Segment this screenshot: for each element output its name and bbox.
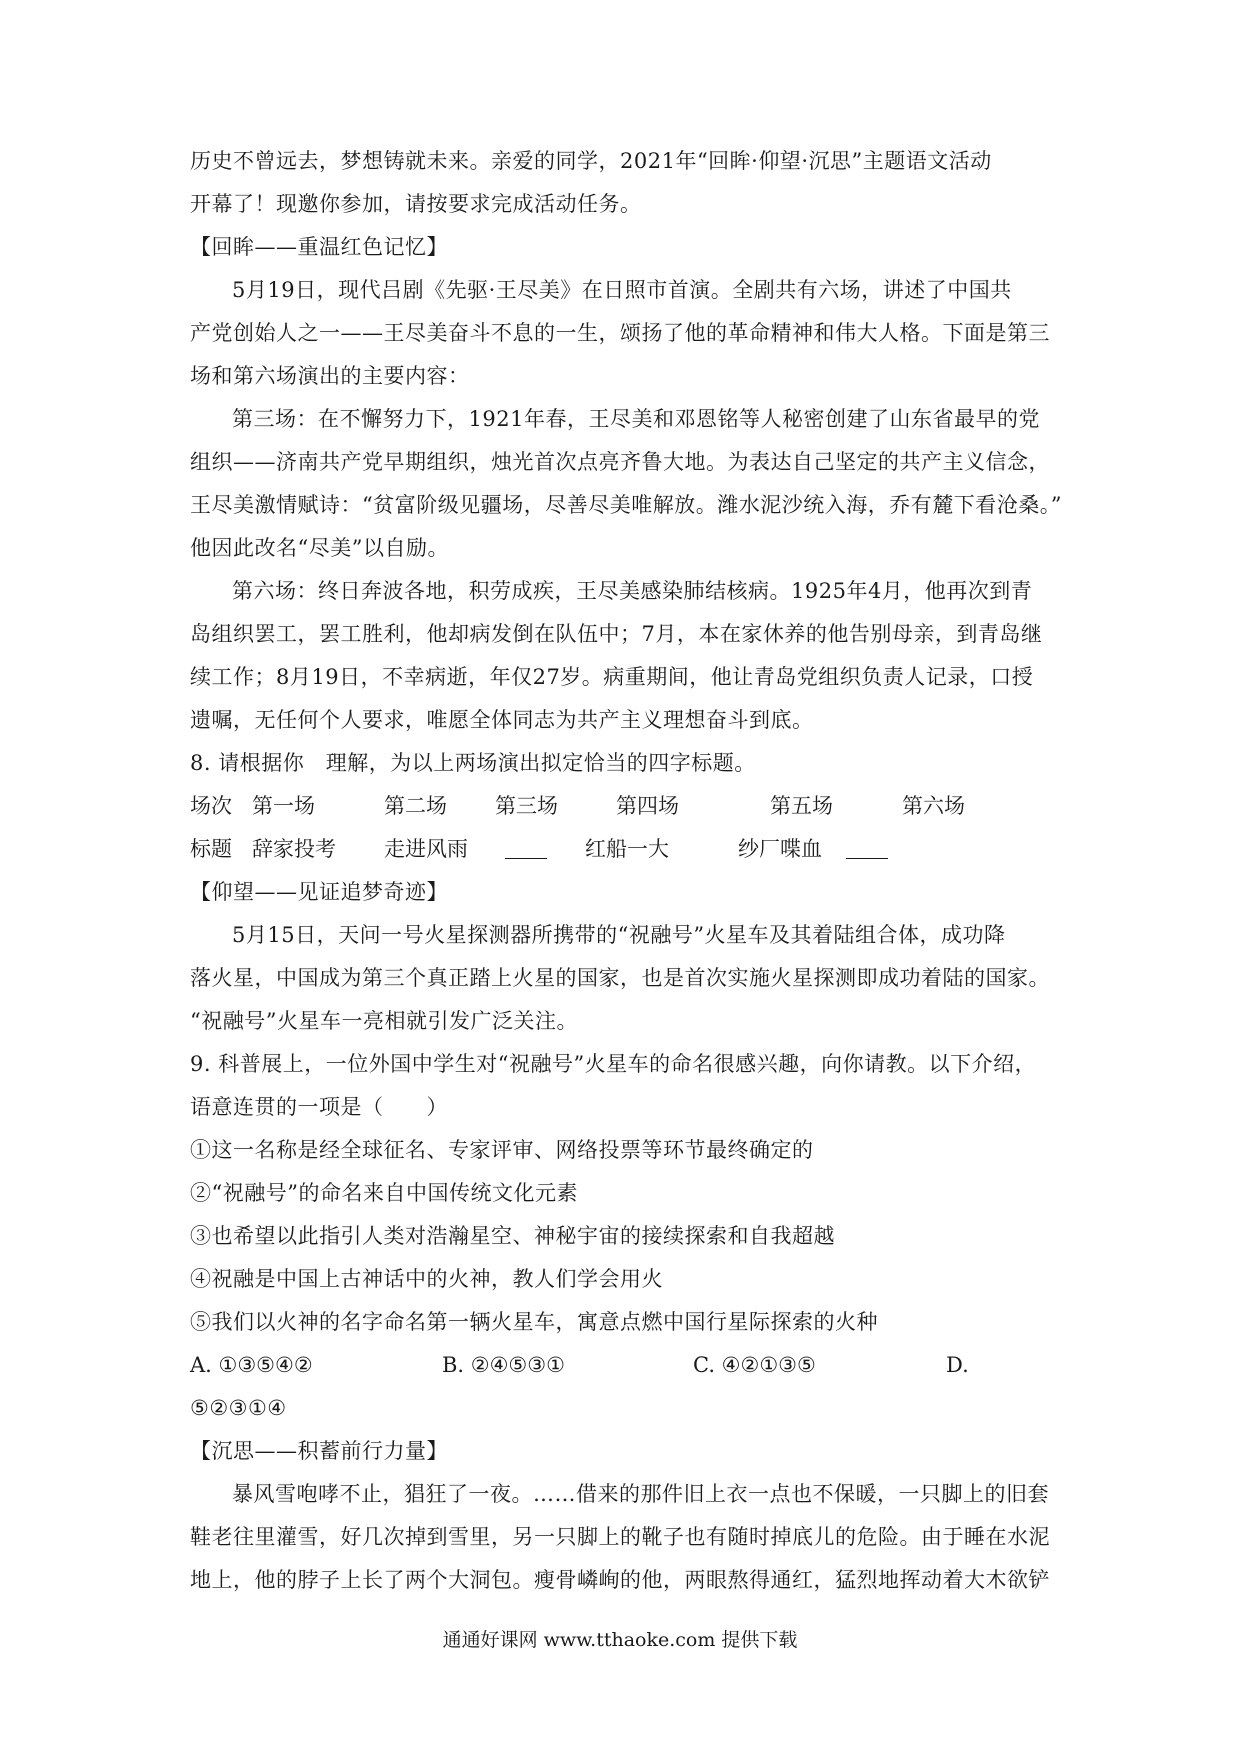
- scene-cell: 第二场: [384, 794, 447, 818]
- paragraph-line: 续工作；8月19日，不幸病逝，年仅27岁。病重期间，他让青岛党组织负责人记录，口授: [190, 665, 1034, 689]
- paragraph-line: 产党创始人之一——王尽美奋斗不息的一生，颂扬了他的革命精神和伟大人格。下面是第三: [190, 321, 1050, 345]
- paragraph-line: 组织——济南共产党早期组织，烛光首次点亮齐鲁大地。为表达自己坚定的共产主义信念，: [190, 450, 1050, 474]
- section-heading-chensi: 【沉思——积蓄前行力量】: [190, 1439, 448, 1463]
- scene-label: 场次: [190, 794, 232, 818]
- option-c[interactable]: C. ④②①③⑤: [693, 1353, 816, 1377]
- paragraph-line: 岛组织罢工，罢工胜利，他却病发倒在队伍中；7月，本在家休养的他告别母亲，到青岛继: [190, 622, 1043, 646]
- answer-blank-3[interactable]: [505, 828, 547, 874]
- paragraph-line: 第三场：在不懈努力下，1921年春，王尽美和邓恩铭等人秘密创建了山东省最早的党: [232, 407, 1040, 431]
- paragraph-line: 5月19日，现代吕剧《先驱·王尽美》在日照市首演。全剧共有六场，讲述了中国共: [232, 278, 1012, 302]
- section-heading-yangwang: 【仰望——见证追梦奇迹】: [190, 880, 448, 904]
- document-body: [190, 140, 1070, 1602]
- page-footer: 通通好课网 www.tthaoke.com 提供下载: [442, 1629, 798, 1651]
- section-heading-huimou: 【回眸——重温红色记忆】: [190, 235, 448, 259]
- intro-line: 开幕了！现邀你参加，请按要求完成活动任务。: [190, 192, 642, 216]
- option-a[interactable]: A. ①③⑤④②: [190, 1353, 313, 1377]
- question-9-cont: 语意连贯的一项是（ ）: [190, 1095, 448, 1119]
- scene-row: [190, 785, 1070, 828]
- paragraph-line: 鞋老往里灌雪，好几次掉到雪里，另一只脚上的靴子也有随时掉底儿的危险。由于睡在水泥: [190, 1525, 1050, 1549]
- paragraph-line: 遗嘱，无任何个人要求，唯愿全体同志为共产主义理想奋斗到底。: [190, 708, 814, 732]
- scene-cell: 第四场: [616, 794, 679, 818]
- title-cell: 辞家投考: [252, 837, 336, 861]
- paragraph-line: “祝融号”火星车一亮相就引发广泛关注。: [190, 1009, 578, 1033]
- option-b[interactable]: B. ②④⑤③①: [442, 1353, 565, 1377]
- paragraph-line: 场和第六场演出的主要内容：: [190, 364, 470, 388]
- option-d[interactable]: D.: [946, 1353, 969, 1377]
- q9-item: ②“祝融号”的命名来自中国传统文化元素: [190, 1181, 578, 1205]
- scene-cell: 第三场: [495, 794, 558, 818]
- q9-item: ⑤我们以火神的名字命名第一辆火星车，寓意点燃中国行星际探索的火种: [190, 1310, 878, 1334]
- paragraph-line: 5月15日，天问一号火星探测器所携带的“祝融号”火星车及其着陆组合体，成功降: [232, 923, 1006, 947]
- answer-blank-6[interactable]: [846, 828, 888, 874]
- paragraph-line: 落火星，中国成为第三个真正踏上火星的国家，也是首次实施火星探测即成功着陆的国家。: [190, 966, 1050, 990]
- title-cell: 红船一大: [585, 837, 669, 861]
- question-8: 8. 请根据你 理解，为以上两场演出拟定恰当的四字标题。: [190, 751, 756, 775]
- question-9: 9. 科普展上，一位外国中学生对“祝融号”火星车的命名很感兴趣，向你请教。以下介绍，: [190, 1052, 1037, 1076]
- title-row: [190, 828, 1070, 871]
- paragraph-line: 王尽美激情赋诗：“贫富阶级见疆场，尽善尽美唯解放。潍水泥沙统入海，乔有麓下看沧桑。”: [190, 493, 1062, 517]
- paragraph-line: 地上，他的脖子上长了两个大洞包。瘦骨嶙峋的他，两眼熬得通红，猛烈地挥动着大木欲铲: [190, 1568, 1050, 1592]
- title-label: 标题: [190, 837, 232, 861]
- option-d-text: ⑤②③①④: [190, 1396, 287, 1420]
- title-cell: 纱厂喋血: [738, 837, 822, 861]
- intro-line: 历史不曾远去，梦想铸就未来。亲爱的同学，2021年“回眸·仰望·沉思”主题语文活动: [190, 149, 992, 173]
- scene-cell: 第六场: [902, 794, 965, 818]
- title-cell: 走进风雨: [384, 837, 468, 861]
- scene-cell: 第一场: [252, 794, 315, 818]
- q9-item: ③也希望以此指引人类对浩瀚星空、神秘宇宙的接续探索和自我超越: [190, 1224, 835, 1248]
- paragraph-line: 他因此改名“尽美”以自励。: [190, 536, 449, 560]
- q9-options: [190, 1344, 1070, 1387]
- q9-item: ①这一名称是经全球征名、专家评审、网络投票等环节最终确定的: [190, 1138, 814, 1162]
- paragraph-line: 暴风雪咆哮不止，猖狂了一夜。……借来的那件旧上衣一点也不保暖，一只脚上的旧套: [232, 1482, 1049, 1506]
- scene-cell: 第五场: [770, 794, 833, 818]
- q9-item: ④祝融是中国上古神话中的火神，教人们学会用火: [190, 1267, 663, 1291]
- paragraph-line: 第六场：终日奔波各地，积劳成疾，王尽美感染肺结核病。1925年4月，他再次到青: [232, 579, 1033, 603]
